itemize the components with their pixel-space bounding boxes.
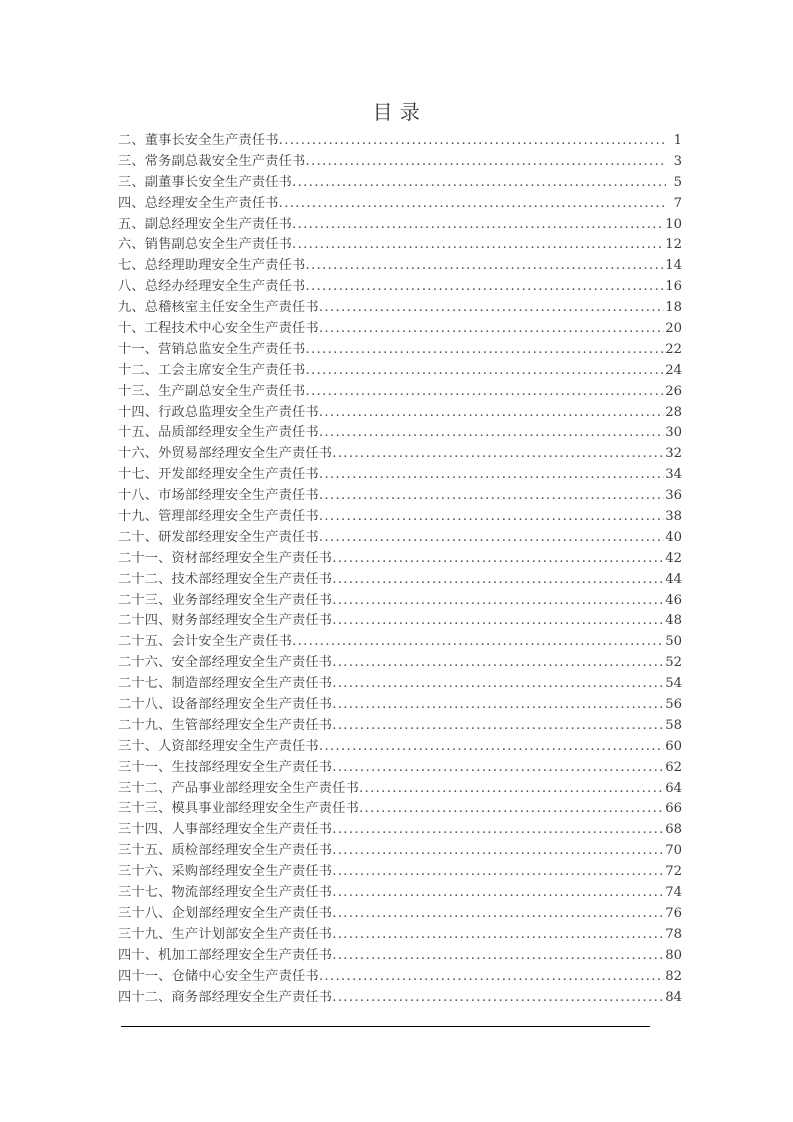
toc-entry[interactable] xyxy=(118,883,682,904)
toc-dot-leader xyxy=(319,298,664,319)
toc-entry-label: 三十二、产品事业部经理安全生产责任书 xyxy=(118,780,359,796)
toc-dot-leader xyxy=(319,465,664,486)
toc-entry-label: 十一、营销总监安全生产责任书 xyxy=(118,341,306,357)
toc-entry-page-number: 14 xyxy=(665,258,682,274)
toc-entry-label: 三、副董事长安全生产责任书 xyxy=(118,174,293,190)
toc-entry-page-number: 3 xyxy=(673,153,682,169)
toc-entry-label: 八、总经办经理安全生产责任书 xyxy=(118,279,306,295)
toc-entry-page-number: 28 xyxy=(665,404,682,420)
toc-entry-label: 二十三、业务部经理安全生产责任书 xyxy=(118,592,333,608)
toc-entry[interactable] xyxy=(118,194,682,215)
toc-entry-label: 四十一、仓储中心安全生产责任书 xyxy=(118,968,319,984)
toc-entry-label: 三十九、生产计划部安全生产责任书 xyxy=(118,926,333,942)
toc-entry[interactable] xyxy=(118,423,682,444)
toc-entry-page-number: 54 xyxy=(665,676,682,692)
toc-entry[interactable] xyxy=(118,528,682,549)
toc-entry-page-number: 10 xyxy=(665,216,682,232)
toc-dot-leader xyxy=(332,444,664,465)
toc-entry[interactable] xyxy=(118,820,682,841)
toc-entry-label: 十五、品质部经理安全生产责任书 xyxy=(118,425,319,441)
toc-dot-leader xyxy=(319,528,664,549)
toc-entry-label: 十二、工会主席安全生产责任书 xyxy=(118,362,306,378)
footer-divider xyxy=(121,1026,650,1027)
toc-entry[interactable] xyxy=(118,486,682,507)
toc-entry-page-number: 58 xyxy=(665,717,682,733)
toc-entry-page-number: 38 xyxy=(665,509,682,525)
toc-entry[interactable] xyxy=(118,215,682,236)
toc-dot-leader xyxy=(332,758,664,779)
toc-entry-page-number: 22 xyxy=(665,341,682,357)
toc-entry-page-number: 48 xyxy=(665,613,682,629)
toc-dot-leader xyxy=(332,883,664,904)
toc-entry-page-number: 34 xyxy=(665,467,682,483)
toc-entry-page-number: 18 xyxy=(665,300,682,316)
toc-dot-leader xyxy=(305,152,666,173)
toc-entry-page-number: 36 xyxy=(665,488,682,504)
toc-dot-leader xyxy=(292,632,664,653)
toc-dot-leader xyxy=(332,946,664,967)
toc-entry-page-number: 70 xyxy=(665,843,682,859)
toc-entry[interactable] xyxy=(118,716,682,737)
toc-entry[interactable] xyxy=(118,256,682,277)
toc-dot-leader xyxy=(319,423,664,444)
toc-entry-page-number: 60 xyxy=(665,738,682,754)
toc-entry-label: 十三、生产副总安全生产责任书 xyxy=(118,383,306,399)
toc-entry-label: 三十七、物流部经理安全生产责任书 xyxy=(118,885,333,901)
toc-dot-leader xyxy=(332,716,664,737)
toc-dot-leader xyxy=(332,988,664,1009)
toc-entry[interactable] xyxy=(118,758,682,779)
toc-dot-leader xyxy=(319,319,664,340)
toc-entry-page-number: 24 xyxy=(665,362,682,378)
toc-entry-page-number: 78 xyxy=(665,926,682,942)
toc-entry-page-number: 68 xyxy=(665,822,682,838)
toc-entry-page-number: 7 xyxy=(673,195,682,211)
toc-entry-label: 三十六、采购部经理安全生产责任书 xyxy=(118,864,333,880)
toc-dot-leader xyxy=(279,194,666,215)
toc-entry-page-number: 42 xyxy=(665,550,682,566)
toc-entry[interactable] xyxy=(118,361,682,382)
toc-entry-page-number: 62 xyxy=(665,759,682,775)
toc-entry-label: 二十四、财务部经理安全生产责任书 xyxy=(118,613,333,629)
toc-dot-leader xyxy=(332,653,664,674)
toc-entry-page-number: 40 xyxy=(665,529,682,545)
toc-entry[interactable] xyxy=(118,841,682,862)
toc-entry-label: 二、董事长安全生产责任书 xyxy=(118,132,279,148)
toc-entry[interactable] xyxy=(118,152,682,173)
toc-entry[interactable] xyxy=(118,131,682,152)
toc-entry-page-number: 72 xyxy=(665,864,682,880)
toc-entry-page-number: 12 xyxy=(665,237,682,253)
toc-entry-page-number: 44 xyxy=(665,571,682,587)
toc-entry-label: 二十八、设备部经理安全生产责任书 xyxy=(118,697,333,713)
toc-entry[interactable] xyxy=(118,444,682,465)
toc-entry[interactable] xyxy=(118,967,682,988)
page-title: 目 录 xyxy=(372,100,421,124)
toc-entry-label: 二十五、会计安全生产责任书 xyxy=(118,634,293,650)
toc-entry-label: 二十二、技术部经理安全生产责任书 xyxy=(118,571,333,587)
toc-entry-page-number: 80 xyxy=(665,947,682,963)
toc-dot-leader xyxy=(332,695,664,716)
toc-entry-page-number: 46 xyxy=(665,592,682,608)
toc-dot-leader xyxy=(292,173,666,194)
toc-entry-label: 四、总经理安全生产责任书 xyxy=(118,195,279,211)
toc-entry-label: 十、工程技术中心安全生产责任书 xyxy=(118,321,319,336)
toc-entry[interactable] xyxy=(118,653,682,674)
toc-entry-label: 三十、人资部经理安全生产责任书 xyxy=(118,738,319,754)
toc-entry-label: 三、常务副总裁安全生产责任书 xyxy=(118,153,306,169)
toc-dot-leader xyxy=(319,403,664,424)
toc-entry[interactable] xyxy=(118,988,682,1009)
toc-entry-label: 六、销售副总安全生产责任书 xyxy=(118,237,293,253)
toc-entry[interactable] xyxy=(118,800,682,821)
toc-dot-leader xyxy=(332,841,664,862)
toc-entry-page-number: 5 xyxy=(673,174,682,190)
toc-dot-leader xyxy=(279,131,666,152)
toc-dot-leader xyxy=(305,340,664,361)
toc-entry[interactable] xyxy=(118,382,682,403)
toc-entry-label: 三十一、生技部经理安全生产责任书 xyxy=(118,759,333,775)
toc-entry-label: 三十八、企划部经理安全生产责任书 xyxy=(118,905,333,921)
toc-entry-label: 五、副总经理安全生产责任书 xyxy=(118,216,293,232)
toc-entry[interactable] xyxy=(118,632,682,653)
toc-entry-label: 十七、开发部经理安全生产责任书 xyxy=(118,467,319,483)
toc-dot-leader xyxy=(332,611,664,632)
toc-dot-leader xyxy=(319,737,664,758)
toc-entry[interactable] xyxy=(118,925,682,946)
toc-entry-page-number: 16 xyxy=(665,279,682,295)
toc-entry[interactable] xyxy=(118,862,682,883)
toc-entry-label: 十八、市场部经理安全生产责任书 xyxy=(118,488,319,504)
toc-entry-page-number: 1 xyxy=(673,132,682,148)
toc-entry[interactable] xyxy=(118,674,682,695)
toc-dot-leader xyxy=(305,256,664,277)
toc-entry-label: 二十七、制造部经理安全生产责任书 xyxy=(118,676,333,692)
toc-entry[interactable] xyxy=(118,611,682,632)
toc-dot-leader xyxy=(319,507,664,528)
toc-dot-leader xyxy=(332,570,664,591)
toc-dot-leader xyxy=(292,215,664,236)
toc-entry-page-number: 84 xyxy=(665,989,682,1005)
toc-entry[interactable] xyxy=(118,507,682,528)
toc-entry[interactable] xyxy=(118,298,682,319)
toc-entry-page-number: 20 xyxy=(665,321,682,336)
table-of-contents xyxy=(118,131,682,1008)
toc-entry-label: 三十三、模具事业部经理安全生产责任书 xyxy=(118,801,359,817)
toc-entry-page-number: 52 xyxy=(665,655,682,671)
toc-entry-label: 四十二、商务部经理安全生产责任书 xyxy=(118,989,333,1005)
toc-dot-leader xyxy=(332,862,664,883)
toc-entry-page-number: 56 xyxy=(665,697,682,713)
toc-dot-leader xyxy=(292,235,664,256)
toc-entry-label: 三十四、人事部经理安全生产责任书 xyxy=(118,822,333,838)
toc-entry-label: 二十九、生管部经理安全生产责任书 xyxy=(118,717,333,733)
toc-entry[interactable] xyxy=(118,403,682,424)
toc-dot-leader xyxy=(332,549,664,570)
toc-entry-label: 二十六、安全部经理安全生产责任书 xyxy=(118,655,333,671)
toc-entry-page-number: 32 xyxy=(665,446,682,462)
toc-entry-page-number: 26 xyxy=(665,383,682,399)
toc-entry[interactable] xyxy=(118,340,682,361)
toc-dot-leader xyxy=(332,820,664,841)
toc-dot-leader xyxy=(359,800,664,821)
toc-entry-label: 九、总稽核室主任安全生产责任书 xyxy=(118,300,319,316)
toc-entry-page-number: 64 xyxy=(665,780,682,796)
toc-entry-label: 四十、机加工部经理安全生产责任书 xyxy=(118,947,333,963)
toc-entry[interactable] xyxy=(118,277,682,298)
toc-entry[interactable] xyxy=(118,465,682,486)
toc-entry[interactable] xyxy=(118,549,682,570)
toc-entry-label: 十四、行政总监理安全生产责任书 xyxy=(118,404,319,420)
toc-entry[interactable] xyxy=(118,319,682,340)
toc-dot-leader xyxy=(332,674,664,695)
toc-entry-page-number: 30 xyxy=(665,425,682,441)
toc-entry-page-number: 76 xyxy=(665,905,682,921)
toc-entry-page-number: 74 xyxy=(665,885,682,901)
toc-dot-leader xyxy=(319,967,664,988)
toc-dot-leader xyxy=(305,361,664,382)
toc-entry[interactable] xyxy=(118,737,682,758)
toc-dot-leader xyxy=(359,779,664,800)
toc-dot-leader xyxy=(332,591,664,612)
toc-dot-leader xyxy=(319,486,664,507)
toc-entry[interactable] xyxy=(118,570,682,591)
toc-entry-label: 二十、研发部经理安全生产责任书 xyxy=(118,529,319,545)
toc-entry[interactable] xyxy=(118,779,682,800)
toc-entry[interactable] xyxy=(118,904,682,925)
toc-entry[interactable] xyxy=(118,235,682,256)
toc-entry[interactable] xyxy=(118,946,682,967)
toc-dot-leader xyxy=(305,277,664,298)
toc-entry-label: 三十五、质检部经理安全生产责任书 xyxy=(118,843,333,859)
toc-entry[interactable] xyxy=(118,695,682,716)
toc-entry-label: 十九、管理部经理安全生产责任书 xyxy=(118,509,319,525)
toc-entry-label: 十六、外贸易部经理安全生产责任书 xyxy=(118,446,333,462)
toc-entry-page-number: 50 xyxy=(665,634,682,650)
toc-entry-label: 七、总经理助理安全生产责任书 xyxy=(118,258,306,274)
toc-entry-page-number: 66 xyxy=(665,801,682,817)
toc-entry-page-number: 82 xyxy=(665,968,682,984)
toc-entry-label: 二十一、资材部经理安全生产责任书 xyxy=(118,550,333,566)
toc-dot-leader xyxy=(332,904,664,925)
toc-entry[interactable] xyxy=(118,173,682,194)
toc-dot-leader xyxy=(305,382,664,403)
toc-dot-leader xyxy=(332,925,664,946)
toc-entry[interactable] xyxy=(118,591,682,612)
